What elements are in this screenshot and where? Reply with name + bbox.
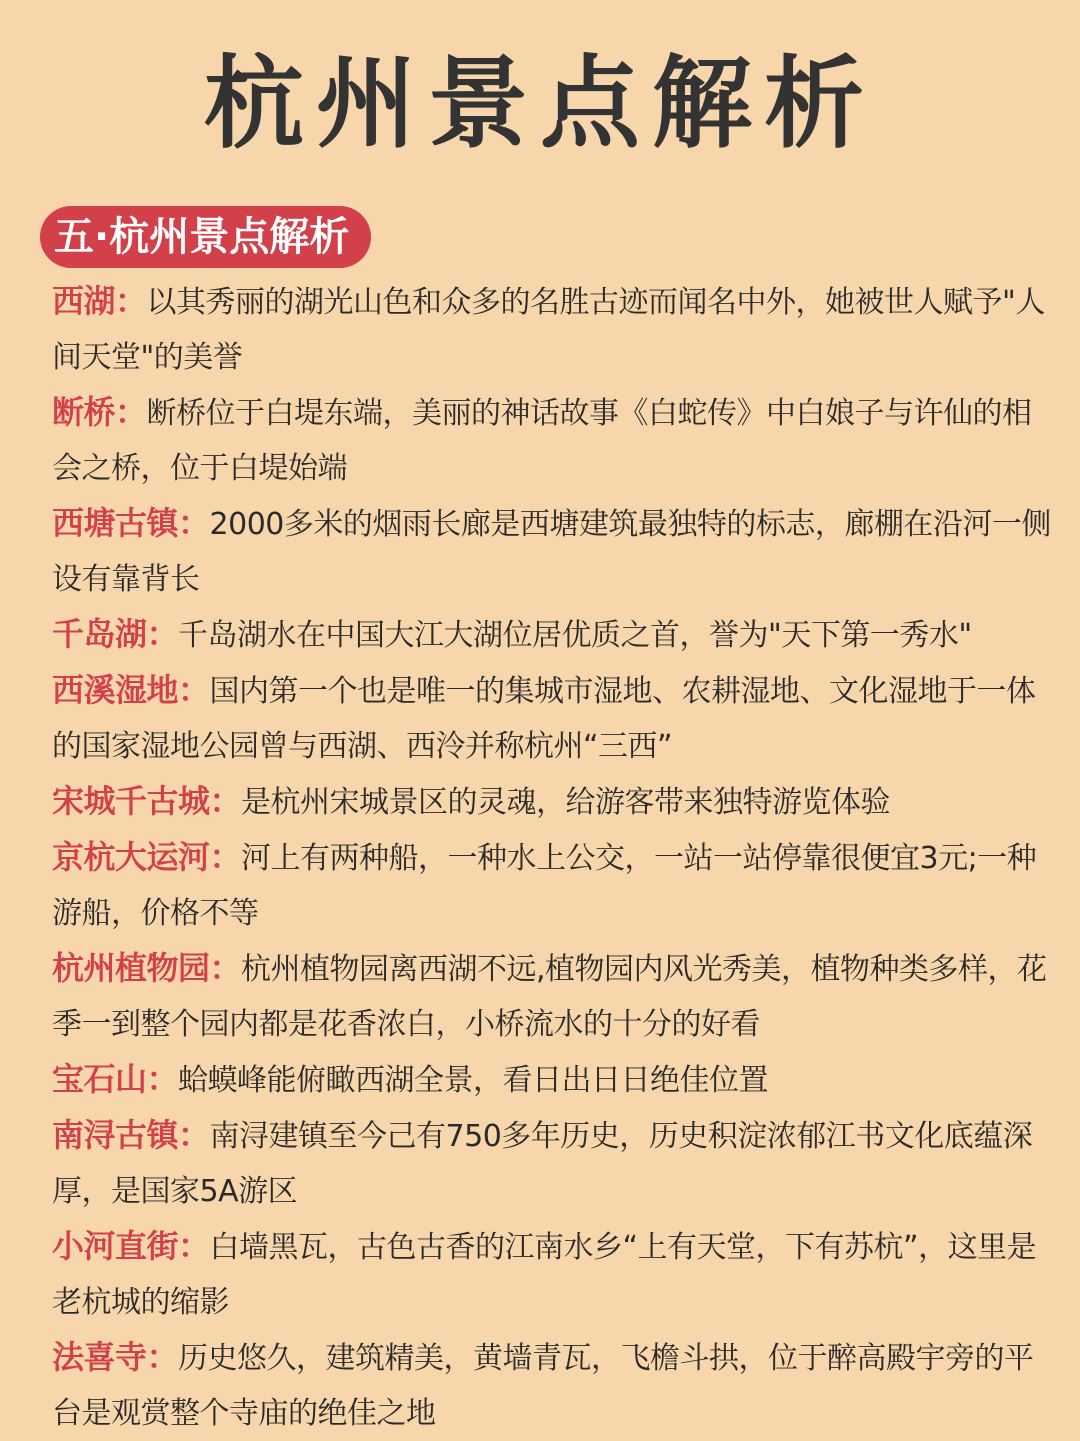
attraction-description: 是杭州宋城景区的灵魂，给游客带来独特游览体验 — [241, 785, 891, 820]
attraction-description: 河上有两种船，一种水上公交，一站一站停靠很便宜3元;一种游船，价格不等 — [52, 841, 1037, 931]
attraction-name: 西湖： — [52, 282, 147, 320]
attraction-name: 千岛湖： — [52, 615, 179, 653]
attraction-name: 宝石山： — [52, 1060, 179, 1098]
attraction-name: 南浔古镇： — [52, 1116, 210, 1154]
attraction-description: 千岛湖水在中国大江大湖位居优质之首，誉为"天下第一秀水" — [178, 618, 972, 653]
attraction-description: 断桥位于白堤东端，美丽的神话故事《白蛇传》中白娘子与许仙的相会之桥，位于白堤始端 — [52, 396, 1032, 486]
attraction-entry-grand-canal — [52, 830, 1052, 941]
attraction-description: 2000多米的烟雨长廊是西塘建筑最独特的标志，廊棚在沿河一侧设有靠背长 — [52, 507, 1051, 597]
attraction-entry-xixi — [52, 663, 1052, 774]
attraction-name: 小河直街： — [52, 1227, 210, 1265]
attraction-name: 西溪湿地： — [52, 671, 210, 709]
attraction-entry-faxi-temple — [52, 1330, 1052, 1441]
attraction-entry-botanical-garden — [52, 941, 1052, 1052]
attraction-description: 蛤蟆峰能俯瞰西湖全景，看日出日日绝佳位置 — [178, 1063, 769, 1098]
attraction-entry-songcheng — [52, 774, 1052, 830]
attraction-entry-xiaohe-street — [52, 1219, 1052, 1330]
attraction-description: 国内第一个也是唯一的集城市湿地、农耕湿地、文化湿地于一体的国家湿地公园曾与西湖、西泠并称杭州“三西” — [52, 674, 1036, 764]
attraction-name: 法喜寺： — [52, 1338, 179, 1376]
attraction-description: 以其秀丽的湖光山色和众多的名胜古迹而闻名中外，她被世人赋予"人间天堂"的美誉 — [52, 285, 1045, 375]
attraction-entry-xihu — [52, 274, 1052, 385]
attraction-name: 京杭大运河： — [52, 838, 242, 876]
attraction-entry-qiandaohu — [52, 607, 1052, 663]
page-title: 杭州景点解析 — [204, 45, 876, 162]
attraction-name: 杭州植物园： — [52, 949, 242, 987]
attraction-description: 白墙黑瓦，古色古香的江南水乡“上有天堂，下有苏杭”，这里是老杭城的缩影 — [52, 1230, 1037, 1320]
attraction-entry-nanxun — [52, 1108, 1052, 1219]
attraction-entry-baoshishan — [52, 1052, 1052, 1108]
attraction-name: 西塘古镇： — [52, 504, 210, 542]
attraction-description: 南浔建镇至今己有750多年历史，历史积淀浓郁江书文化底蕴深厚，是国家5A游区 — [52, 1119, 1033, 1209]
attraction-name: 宋城千古城： — [52, 782, 242, 820]
attraction-description: 杭州植物园离西湖不远,植物园内风光秀美，植物种类多样，花季一到整个园内都是花香浓白，小桥流水的十分的好看 — [52, 952, 1047, 1042]
attraction-list — [52, 274, 1052, 1441]
section-heading-badge: 五·杭州景点解析 — [40, 206, 371, 268]
attraction-description: 历史悠久，建筑精美，黄墙青瓦，飞檐斗拱，位于醉高殿宇旁的平台是观赏整个寺庙的绝佳之地 — [52, 1341, 1034, 1431]
attraction-entry-duanqiao — [52, 385, 1052, 496]
attraction-entry-xitang — [52, 496, 1052, 607]
attraction-name: 断桥： — [52, 393, 147, 431]
